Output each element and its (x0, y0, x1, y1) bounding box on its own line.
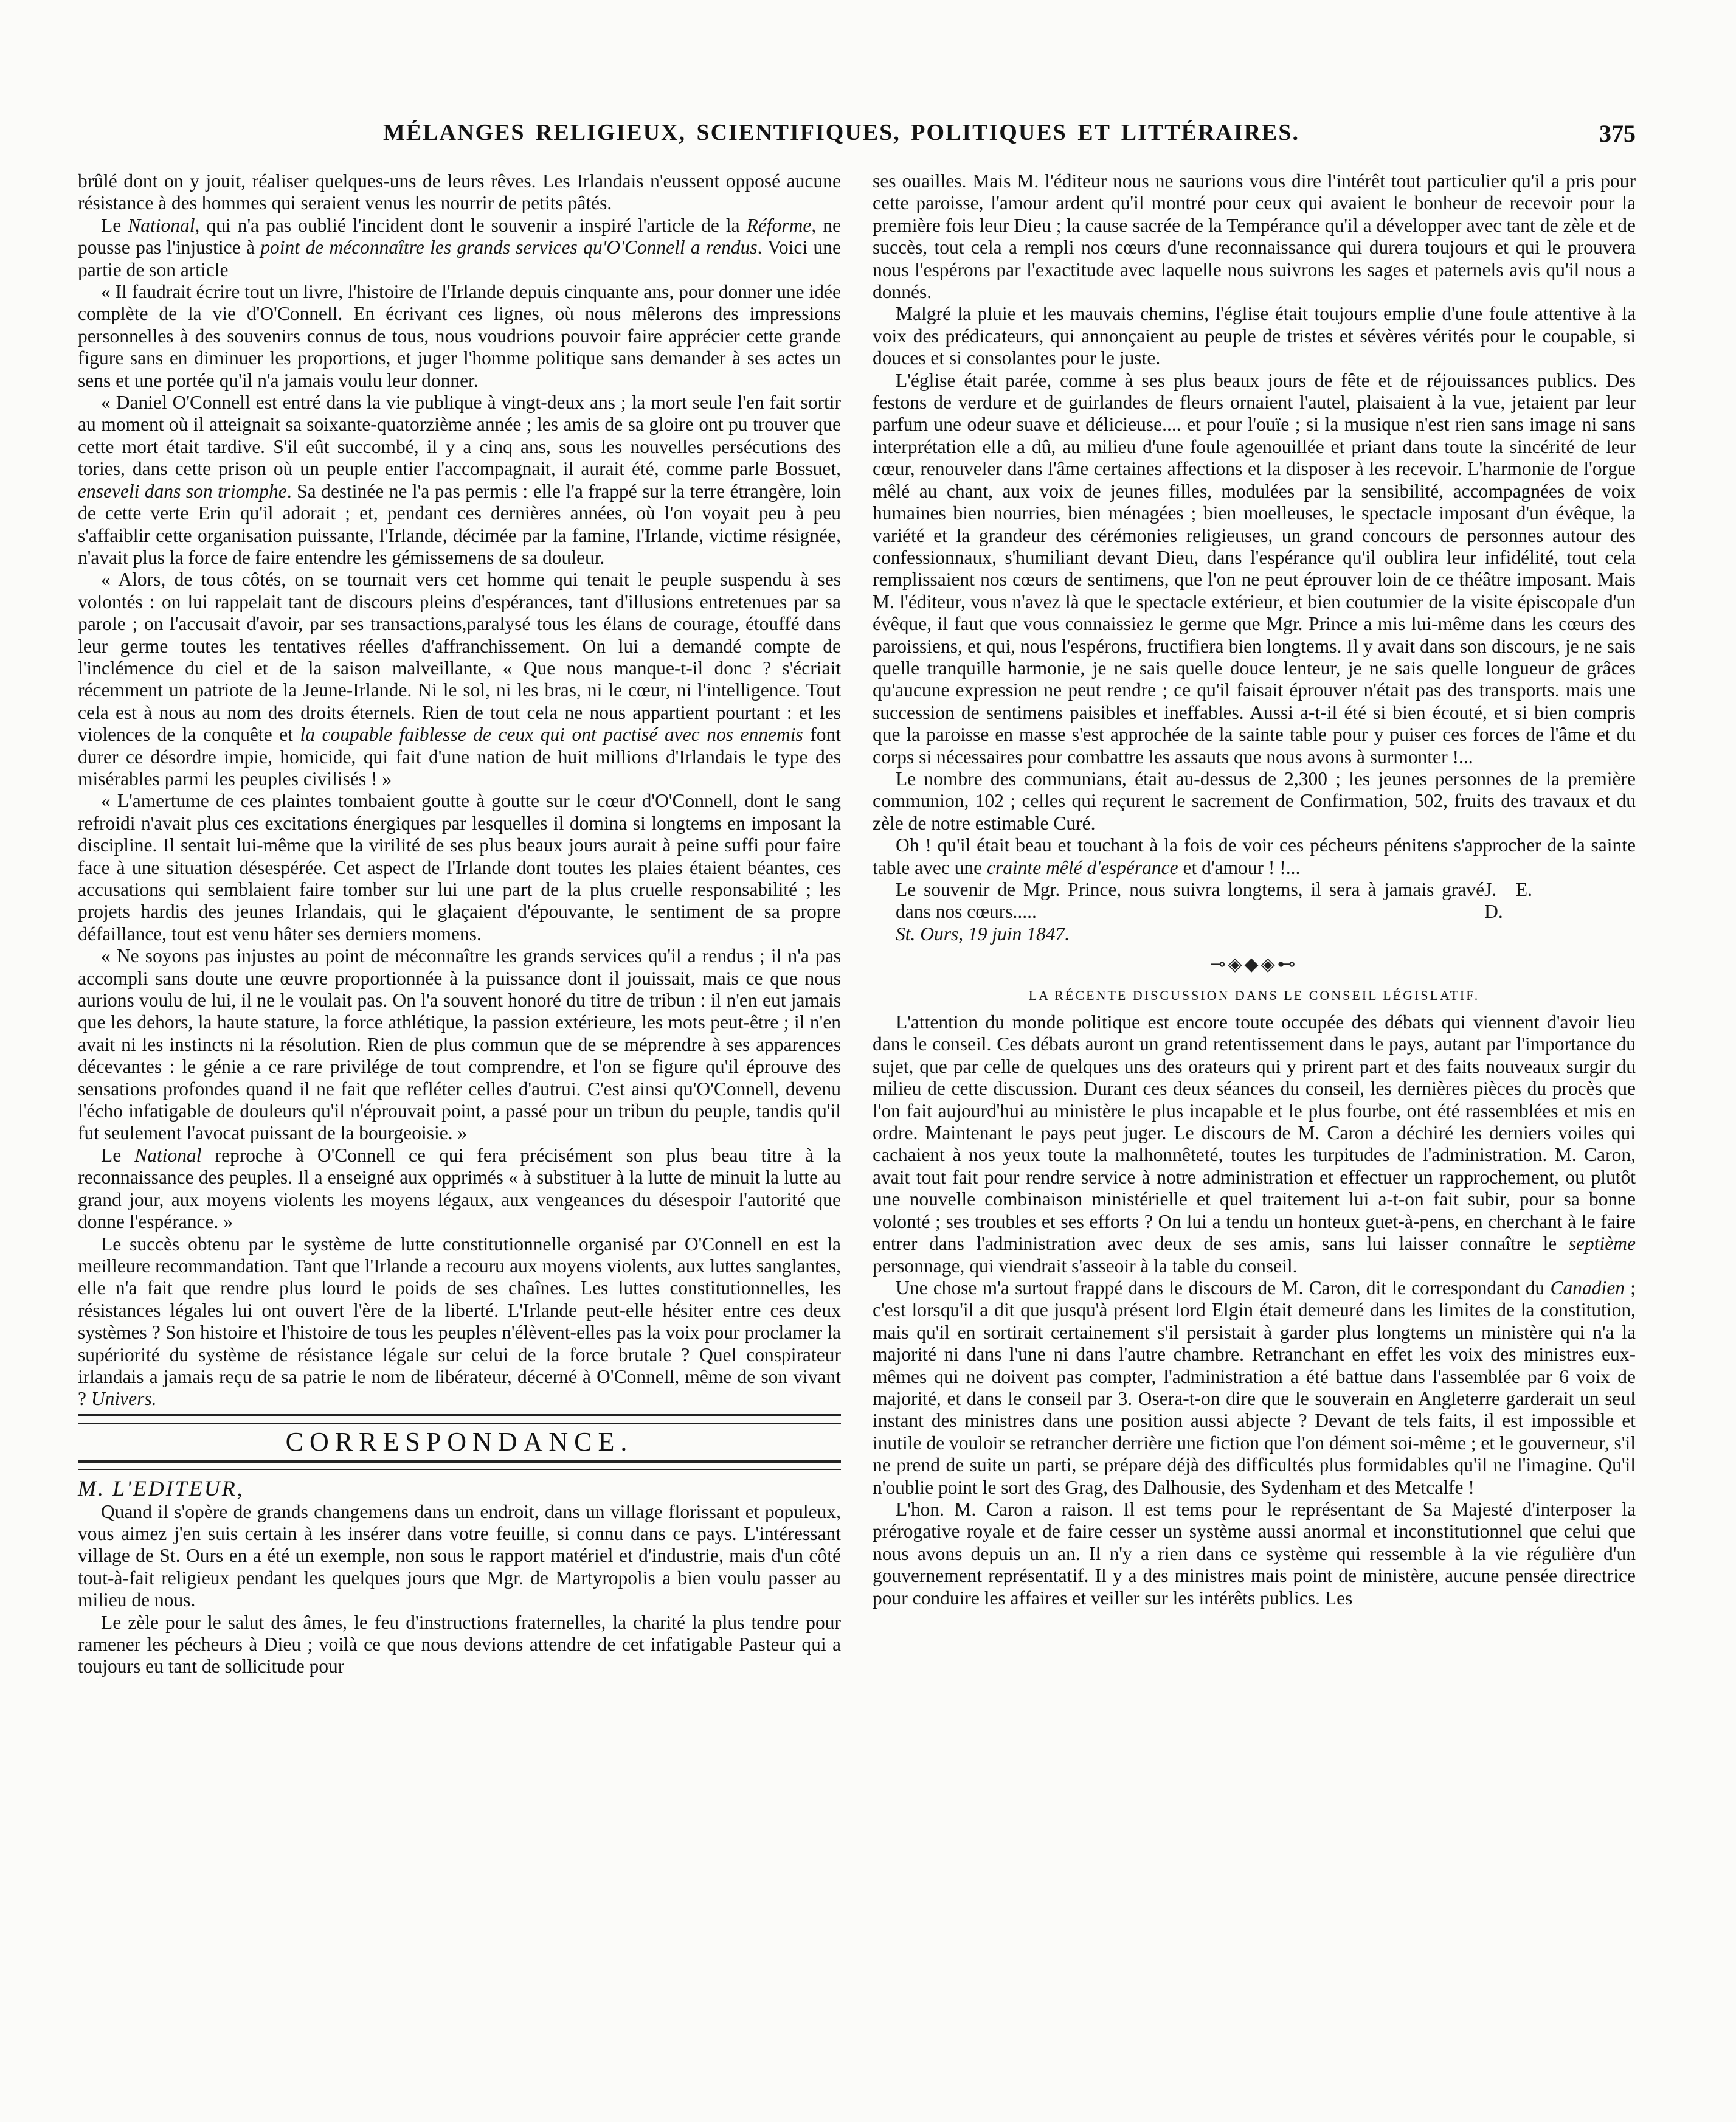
emphasis: septième (1568, 1233, 1636, 1255)
paragraph: Le zèle pour le salut des âmes, le feu d'instructions fraternelles, la charité la plus tendre pour ramener les pécheurs à Dieu ; voilà ce que nous devions attendre de cet infatigable Pasteur qui a toujours eu tant de sollicitude pour (78, 1611, 841, 1677)
text-run: , qui n'a pas oublié l'incident dont le souvenir a inspiré l'article de la (195, 214, 747, 236)
text-run: reproche à O'Connell ce qui fera précisément son plus beau titre à la reconnaissance des peuples. Il a enseigné aux opprimés « à substituer à la lutte de minuit la lutte au grand jour, aux moyens violents les moyens légaux, aux vengeances du désespoir l'autorité que donne l'espérance. » (78, 1144, 841, 1233)
closing-text: Le souvenir de Mgr. Prince, nous suivra longtems, il sera à jamais gravé dans nos cœurs..... (896, 879, 1485, 923)
text-run: font durer ce désordre impie, homicide, qui fait d'une nation de huit millions d'Irlandais le type des misérables parmi les peuples civilisés ! » (78, 724, 841, 789)
paragraph (873, 1277, 1636, 1499)
text-run: Une chose m'a surtout frappé dans le discours de M. Caron, dit le correspondant du (896, 1277, 1551, 1299)
newspaper-name: Canadien (1550, 1277, 1625, 1299)
place-date: St. Ours, 19 juin 1847. (896, 923, 1070, 945)
journal-title: MÉLANGES RELIGIEUX, SCIENTIFIQUES, POLITIQUES ET LITTÉRAIRES. (383, 120, 1300, 145)
newspaper-name: National (128, 214, 195, 236)
article-heading: LA RÉCENTE DISCUSSION DANS LE CONSEIL LÉGISLATIF. (1028, 987, 1480, 1003)
paragraph: « Il faudrait écrire tout un livre, l'histoire de l'Irlande depuis cinquante ans, pour donner une idée complète de la vie d'O'Connell. En écrivant ces lignes, où nous mêlerons des impressions personnelles à des souvenirs connus de tous, nous voudrions pouvoir faire apprécier cette grande figure sans en diminuer les proportions, et juger l'homme politique sans demander à ses actes un sens et une portée qu'il n'a jamais voulu leur donner. (78, 281, 841, 391)
text-run: « Daniel O'Connell est entré dans la vie publique à vingt-deux ans ; la mort seule l'en fait sortir au moment où il atteignait sa soixante-quatorzième année ; les amis de sa gloire ont pu trouver que cette mort était tardive. S'il eût succombé, il y a cinq ans, sous les nouvelles persécutions des tories, dans cette prison où un peuple entier l'accompagnait, il aurait été, comme parle Bossuet, (78, 392, 841, 480)
paragraph: brûlé dont on y jouit, réaliser quelques-uns de leurs rêves. Les Irlandais n'eussent opposé aucune résistance à des hommes qui seraient venus les nourrir de petits pâtés. (78, 170, 841, 214)
section-divider (78, 1414, 841, 1424)
text-run: Le (101, 1144, 135, 1166)
text-run: Le succès obtenu par le système de lutte constitutionnelle organisé par O'Connell en est la meilleure recommandation. Tant que l'Irlande a recouru aux moyens violents, aux luttes sanglantes, elle n'a fait que rendre plus lourd le poids de ses chaînes. Les luttes constitutionnelles, les résistances légales lui ont ouvert l'ère de la liberté. L'Irlande peut-elle hésiter entre ces deux systèmes ? Son histoire et l'histoire de tous les peuples n'élèvent-elles pas la voix pour proclamer la supériorité du système de résistance légale sur celui de la force brutale ? Quel conspirateur irlandais a jamais reçu de sa patrie le nom de libérateur, décerné à O'Connell, même de son vivant ? (78, 1233, 841, 1410)
text-run: , ne pousse pas l'injustice à (78, 214, 841, 258)
text-run: Le (101, 214, 128, 236)
paragraph: Malgré la pluie et les mauvais chemins, l'église était toujours emplie d'une foule attentive à la voix des prédicateurs, qui annonçaient au peuple de tristes et sévères vérités pour le coupable, si douces et si consolantes pour le juste. (873, 303, 1636, 369)
emphasis: enseveli dans son triomphe (78, 480, 287, 502)
emphasis: la coupable faiblesse de ceux qui ont pactisé avec nos ennemis (300, 724, 803, 746)
text-run: personnage, qui viendrait s'asseoir à la table du conseil. (873, 1255, 1298, 1277)
paragraph (78, 569, 841, 790)
section-divider (78, 1460, 841, 1470)
letter-salutation: M. L'EDITEUR, (78, 1476, 244, 1501)
text-run: « Alors, de tous côtés, on se tournait vers cet homme qui tenait le peuple suspendu à ses volontés : on lui rappelait tant de discours pleins d'espérances, tant d'illusions entretenues par sa parole ; on l'accusait d'avoir, par ses transactions,paralysé tous les élans de courage, étouffé dans leur germe toutes les tentatives réelles d'affranchissement. On lui a demandé compte de l'inclémence du ciel et de la saison malveillante, « Que nous manque-t-il donc ? s'écriait récemment un patriote de la Jeune-Irlande. Ni le sol, ni les bras, ni le cœur, ni l'intelligence. Tout cela est à nous au nom des droits éternels. Rien de tout cela ne nous appartient pourtant : et les violences de la conquête et (78, 569, 841, 746)
paragraph: L'hon. M. Caron a raison. Il est tems pour le représentant de Sa Majesté d'interposer la prérogative royale et de faire cesser un système aussi anormal et inconstitutionnel que celui que nous avons depuis un an. Il n'y a rien dans ce système qui ressemble à la vie régulière d'un gouvernement représentatif. Il y a des ministres mais point de ministère, aucune pensée directrice pour conduire les affaires et veiller sur les intérêts publics. Les (873, 1498, 1636, 1609)
paragraph (78, 392, 841, 569)
text-run: ; c'est lorsqu'il a dit que jusqu'à présent lord Elgin était demeuré dans les limites de la constitution, mais qu'il en sortirait certainement s'il persistait à garder plus longtems un ministère qui n'a la majorité ni dans l'une ni dans l'autre chambre. Retranchant en effet les voix des ministres eux-mêmes qui ne doivent pas compter, l'administration a été battue dans l'assemblée par 6 voix de majorité, et dans le conseil par 3. Osera-t-on dire que le souverain en Angleterre garderait un seul instant des ministres dans une position aussi abjecte ? Devant de tels faits, il est impossible et inutile de vouloir se retrancher derrière une fiction que l'on dément soi-même ; et le gouverneur, s'il ne prend de suite un parti, se prépare déjà des difficultés plus formidables qu'il ne l'imagine. Qu'il n'oublie point le sort des Grag, des Dalhousie, des Sydenham et des Metcalfe ! (873, 1277, 1636, 1498)
paragraph (78, 215, 841, 281)
signature-initials: J. E. D. (1484, 879, 1532, 923)
paragraph: ses ouailles. Mais M. l'éditeur nous ne saurions vous dire l'intérêt tout particulier qu'il a pris pour cette paroisse, l'amour ardent qu'il montré pour ceux qui avaient le bonheur de recevoir pour la première fois leur Dieu ; la cause sacrée de la Tempérance qu'il a développer avec tant de zèle et de succès, tout cela a rempli nos cœurs d'une reconnaissance qui durera toujours et qui le prouvera nous l'espérons par l'exactitude avec laquelle nous suivrons les sages et paternels avis qu'il nous a donnés. (873, 170, 1636, 303)
text-run: et d'amour ! !... (1178, 856, 1301, 878)
emphasis: crainte mêlé d'espérance (987, 856, 1178, 878)
paragraph: « L'amertume de ces plaintes tombaient goutte à goutte sur le cœur d'O'Connell, dont le sang refroidi n'avait plus ces excitations énergiques par lesquelles il domina si longtems en imposant la discipline. Il sentait lui-même que la virilité de ses plus beaux jours aurait à peine suffi pour faire face à une situation désespérée. Cet aspect de l'Irlande dont toutes les plaies étaient béantes, ces accusations qui semblaient faire tomber sur lui une part de la plus cruelle responsabilité ; les projets hardis des jeunes Irlandais, qui le glaçaient d'épouvante, le sentiment de sa propre défaillance, tout est venu hâter ses derniers momens. (78, 790, 841, 945)
paragraph: « Ne soyons pas injustes au point de méconnaître les grands services qu'il a rendus ; il n'a pas accompli sans doute une œuvre proportionnée à la puissance dont il jouissait, mais ce que nous aurions voulu de lui, il ne le voulait pas. On l'a souvent honoré du titre de tribun : il n'en eut jamais que les dehors, la haute stature, la force athlétique, la passion extérieure, les mots peut-être ; il n'en avait ni les instincts ni la résolution. Rien de plus commun que de se méprendre à ses apparences décevantes : le génie a ce rare privilége de tout comprendre, et l'on se figure qu'il éprouve des sensations profondes quand il ne fait que refléter celles d'autrui. C'est ainsi qu'O'Connell, devenu l'écho infatigable de douleurs qu'il n'éprouvait point, a passé pour un tribun du peuple, tandis qu'il fut seulement l'avocat puissant de la bourgeoisie. » (78, 945, 841, 1144)
paragraph: Quand il s'opère de grands changemens dans un endroit, dans un village florissant et populeux, vous aimez j'en suis certain à les insérer dans votre feuille, si connu dans ce pays. L'intéressant village de St. Ours en a été un exemple, non sous le rapport matériel et d'industrie, mais d'un côté tout-à-fait religieux pendant les quelques jours que Mgr. de Martyropolis a bien voulu passer au milieu de nous. (78, 1500, 841, 1611)
paragraph (78, 1233, 841, 1410)
text-run: . Voici une partie de son article (78, 237, 841, 280)
newspaper-name: National (134, 1144, 202, 1166)
right-column (873, 170, 1636, 1609)
text-run: L'attention du monde politique est encore toute occupée des débats qui viennent d'avoir lieu dans le conseil. Ces débats auront un grand retentissement dans le pays, autant par l'importance du sujet, que par celle de quelques uns des orateurs qui y prirent part et des faits nouveaux surgir du milieu de cette discussion. Durant ces deux séances du conseil, les dernières pièces du procès que l'on fait aujourd'hui au ministère le plus incapable et le plus fourbe, ont été rassemblées et mis en ordre. Maintenant le pays peut juger. Le discours de M. Caron a déchiré les derniers voiles qui cachaient à nos yeux toute la malhonnêteté, toutes les turpitudes de l'administration. M. Caron, avait tout fait pour rendre service à notre administration et effectuer un rapprochement, ou plutôt une nouvelle combinaison ministérielle et quel traitement lui a-t-on fait subir, pour sa bonne volonté ; ses troubles et ses efforts ? On lui a tendu un honteux guet-à-pens, en cherchant à le faire entrer dans l'administration avec deux de ses amis, sans lui laisser connaître le (873, 1011, 1636, 1255)
paragraph: Le nombre des communians, était au-dessus de 2,300 ; les jeunes personnes de la première communion, 102 ; celles qui reçurent le sacrement de Confirmation, 502, fruits des travaux et du zèle de notre estimable Curé. (873, 768, 1636, 834)
paragraph (873, 1011, 1636, 1277)
page-number: 375 (1599, 120, 1636, 147)
paragraph (873, 834, 1636, 879)
paragraph (78, 1145, 841, 1233)
source-attribution: Univers. (91, 1388, 157, 1410)
newspaper-name: Réforme (746, 214, 812, 236)
running-head (79, 119, 1672, 162)
text-run: . Sa destinée ne l'a pas permis : elle l'a frappé sur la terre étrangère, loin de cette verte Erin qu'il adorait ; et, pendant ces dernières années, où l'on voyait peu à peu s'affaiblir cette organisation puissante, l'Irlande, décimée par la famine, l'Irlande, victime résignée, n'avait plus la force de faire entendre les gémissemens de sa douleur. (78, 480, 841, 568)
emphasis: point de méconnaître les grands services qu'O'Connell a rendus (260, 237, 758, 258)
text-run: Oh ! qu'il était beau et touchant à la fois de voir ces pécheurs pénitens s'approcher de la sainte table avec une (873, 834, 1636, 878)
left-column (78, 170, 841, 1678)
ornament-divider: ⊸◈◆◈⊷ (1210, 954, 1298, 975)
section-title: CORRESPONDANCE. (285, 1426, 634, 1457)
paragraph: L'église était parée, comme à ses plus beaux jours de fête et de réjouissances publics. Des festons de verdure et de guirlandes de fleurs ornaient l'autel, plaisaient à la vue, jetaient par leur parfum une odeur suave et délicieuse.... et pour l'ouïe ; si la musique n'est rien sans image ni sans interprétation elle a dû, au milieu d'une foule agenouillée et priant dans toute la sincérité de leur cœur, renouveler dans l'âme certaines affections et la disposer à les recevoir. L'harmonie de l'orgue mêlé au chant, aux voix de jeunes filles, modulées par la sensibilité, accompagnées de voix humaines bien nourries, bien ménagées ; bien moelleuses, le spectacle imposant d'un évêque, la variété et la grandeur des cérémonies religieuses, un grand concours de personnes autour des confessionnaux, s'humiliant devant Dieu, dans l'espérance qu'il oublira leur infidélité, tout cela remplissaient nos cœurs de sentimens, que l'on ne peut éprouver loin de ce théâtre imposant. Mais M. l'éditeur, vous n'avez là que le spectacle extérieur, et bien coutumier de la visite épiscopale d'un évêque, il faut que vous connaissiez le germe que Mgr. Prince a mis lui-même dans les cœurs des paroissiens, et qui, nous l'espérons, fructifiera bien longtems. Il y avait dans son discours, je ne sais quelle tranquille harmonie, je ne sais quelle douce lenteur, je ne sais quelle longueur de grâces qu'aucune expression ne peut rendre ; ce qu'il faisait éprouver n'était pas des transports. mais une succession de sentimens paisibles et ineffables. Aussi a-t-il été si bien écouté, et si bien compris que la paroisse en masse s'est approchée de la sainte table pour y puiser ces forces de l'âme et du corps si nécessaires pour combattre les assauts que nous avons à surmonter !... (873, 369, 1636, 768)
letter-closing (873, 879, 1636, 923)
